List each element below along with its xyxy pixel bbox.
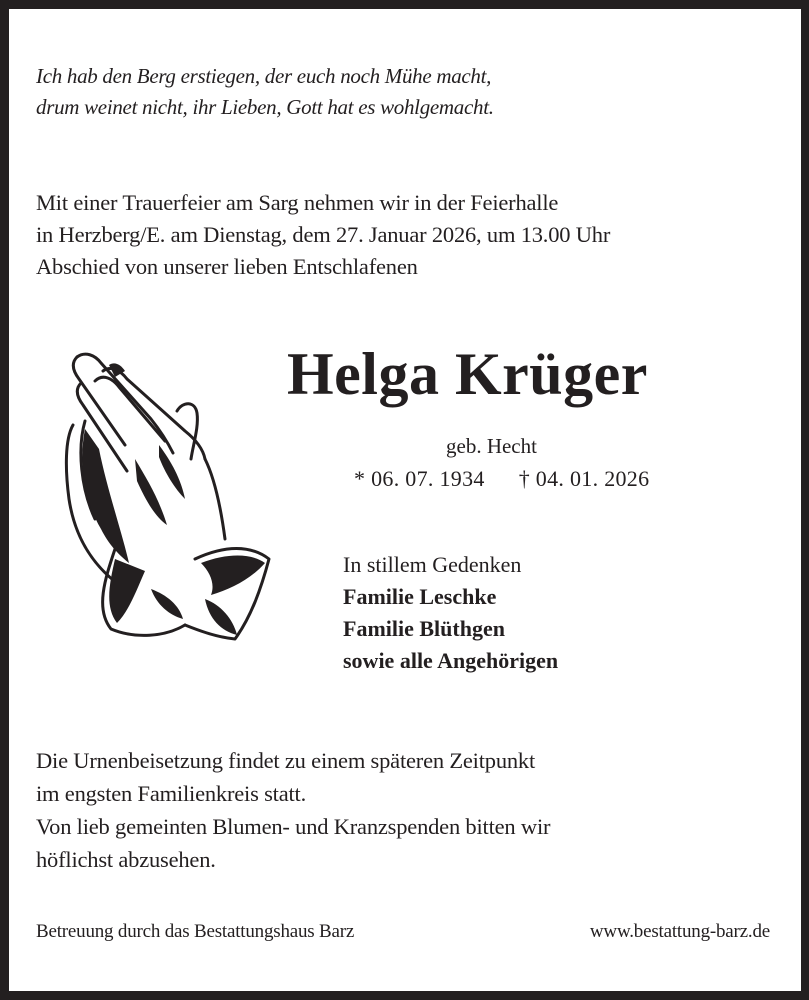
mourner-name: Familie Leschke: [343, 584, 497, 609]
closing-line: Die Urnenbeisetzung findet zu einem späteren Zeitpunkt: [36, 748, 536, 773]
mourners: [343, 549, 558, 677]
mourner-name: sowie alle Angehörigen: [343, 648, 559, 673]
verse-line: drum weinet nicht, ihr Lieben, Gott hat es wohlgemacht.: [36, 95, 494, 119]
closing-line: im engsten Familienkreis statt.: [36, 781, 307, 806]
mourners-intro: In stillem Gedenken: [343, 552, 522, 577]
maiden-name: geb. Hecht: [446, 434, 537, 458]
obituary-card: [9, 9, 801, 991]
life-dates: [354, 464, 649, 494]
announcement-line: in Herzberg/E. am Dienstag, dem 27. Januar 2026, um 13.00 Uhr: [36, 222, 611, 247]
closing-notice: [36, 744, 550, 876]
deceased-name: Helga Krüger: [287, 341, 648, 407]
undertaker-credit: Betreuung durch das Bestattungshaus Barz: [36, 921, 355, 942]
closing-line: höflichst abzusehen.: [36, 847, 216, 872]
birth-date: * 06. 07. 1934: [354, 466, 485, 491]
verse: [36, 61, 494, 123]
closing-line: Von lieb gemeinten Blumen- und Kranzspenden bitten wir: [36, 814, 551, 839]
undertaker-website[interactable]: www.bestattung-barz.de: [589, 921, 770, 942]
funeral-announcement: [36, 187, 610, 283]
announcement-line: Mit einer Trauerfeier am Sarg nehmen wir in der Feierhalle: [36, 190, 559, 215]
announcement-line: Abschied von unserer lieben Entschlafenen: [36, 254, 418, 279]
death-date: † 04. 01. 2026: [518, 466, 650, 491]
mourner-name: Familie Blüthgen: [343, 616, 505, 641]
praying-hands-icon: [55, 349, 275, 649]
verse-line: Ich hab den Berg erstiegen, der euch noch Mühe macht,: [36, 64, 492, 88]
